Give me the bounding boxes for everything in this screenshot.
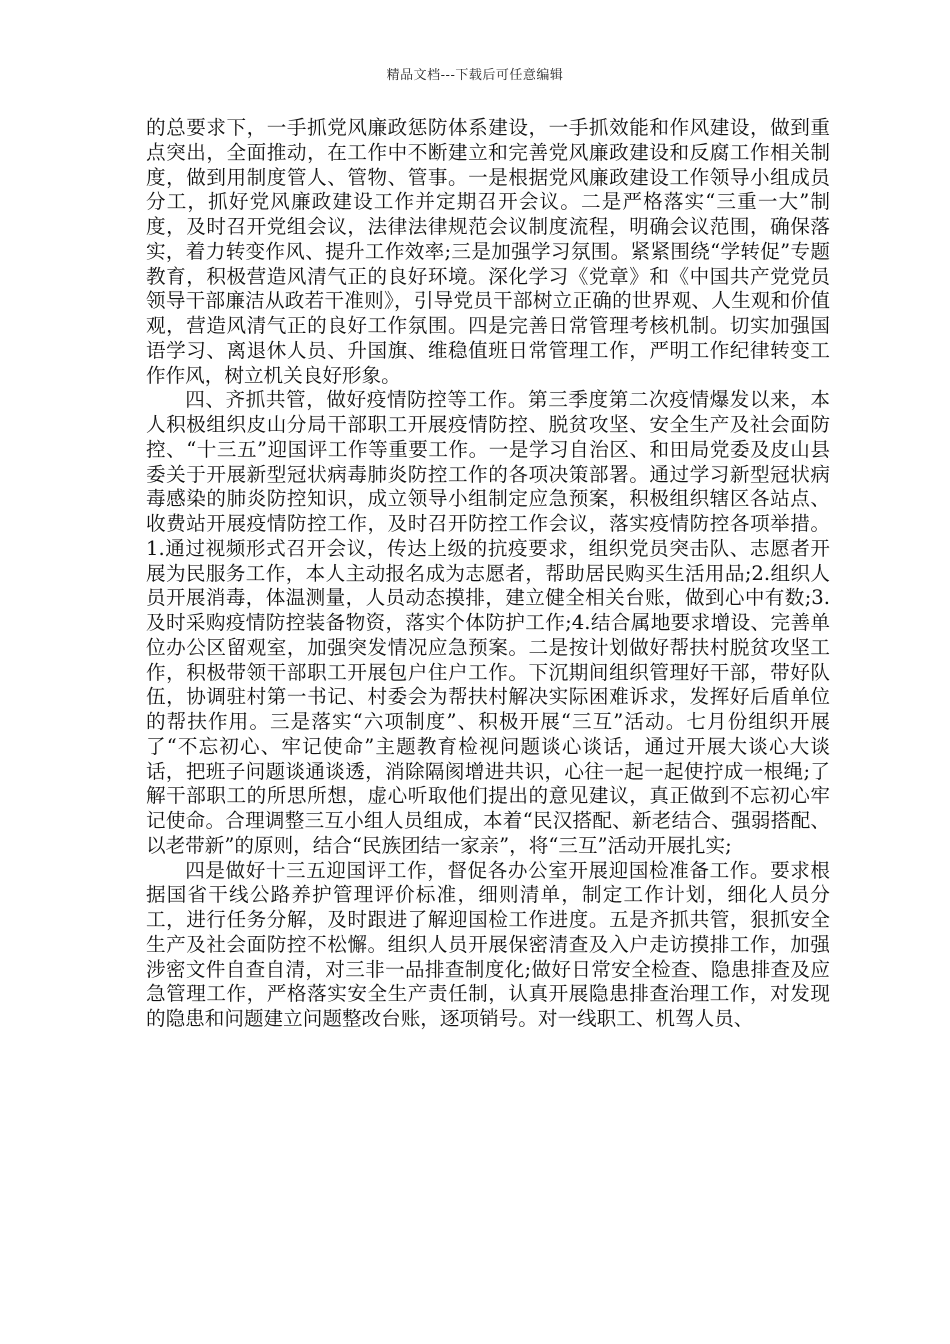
paragraph-epidemic-control: 四、齐抓共管，做好疫情防控等工作。第三季度第二次疫情爆发以来，本人积极组织皮山分局干部职工开展疫情防控、脱贫攻坚、安全生产及社会面防控、“十三五”迎国评工作等重要工作。一是学习自治区、和田局党委及皮山县委关于开展新型冠状病毒肺炎防控工作的各项决策部署。通过学习新型冠状病毒感染的肺炎防控知识，成立领导小组制定应急预案，积极组织辖区各站点、收费站开展疫情防控工作，及时召开防控工作会议，落实疫情防控各项举措。1.通过视频形式召开会议，传达上级的抗疫要求，组织党员突击队、志愿者开展为民服务工作，本人主动报名成为志愿者，帮助居民购买生活用品;2.组织人员开展消毒，体温测量，人员动态摸排，建立健全相关台账，做到心中有数;3.及时采购疫情防控装备物资，落实个体防护工作;4.结合属地要求增设、完善单位办公区留观室，加强突发情况应急预案。二是按计划做好帮扶村脱贫攻坚工作，积极带领干部职工开展包户住户工作。下沉期间组织管理好干部，带好队伍，协调驻村第一书记、村委会为帮扶村解决实际困难诉求，发挥好后盾单位的帮扶作用。三是落实“六项制度”、积极开展“三互”活动。七月份组织开展了“不忘初心、牢记使命”主题教育检视问题谈心谈话，通过开展大谈心大谈话，把班子问题谈通谈透，消除隔阂增进共识，心往一起一起使拧成一根绳;了解干部职工的所思所想，虚心听取他们提出的意见建议，真正做到不忘初心牢记使命。合理调整三互小组人员组成，本着“民汉搭配、新老结合、强弱搭配、以老带新”的原则，结合“民族团结一家亲”，将“三互”活动开展扎实; [146,388,830,857]
paragraph-national-evaluation: 四是做好十三五迎国评工作，督促各办公室开展迎国检准备工作。要求根据国省干线公路养护管理评价标准，细则清单，制定工作计划，细化人员分工，进行任务分解，及时跟进了解迎国检工作进度。五是齐抓共管，狠抓安全生产及社会面防控不松懈。组织人员开展保密清查及入户走访摸排工作，加强涉密文件自查自清，对三非一品排查制度化;做好日常安全检查、隐患排查及应急管理工作，严格落实安全生产责任制，认真开展隐患排查治理工作，对发现的隐患和问题建立问题整改台账，逐项销号。对一线职工、机驾人员、 [146,858,830,1030]
paragraph-party-conduct: 的总要求下，一手抓党风廉政惩防体系建设，一手抓效能和作风建设，做到重点突出，全面推动，在工作中不断建立和完善党风廉政建设和反腐工作相关制度，做到用制度管人、管物、管事。一是根据党风廉政建设工作领导小组成员分工，抓好党风廉政建设工作并定期召开会议。二是严格落实“三重一大”制度，及时召开党组会议，法律法律规范会议制度流程，明确会议范围，确保落实，着力转变作风、提升工作效率;三是加强学习氛围。紧紧围绕“学转促”专题教育，积极营造风清气正的良好环境。深化学习《党章》和《中国共产党党员领导干部廉洁从政若干准则》，引导党员干部树立正确的世界观、人生观和价值观，营造风清气正的良好工作氛围。四是完善日常管理考核机制。切实加强国语学习、离退休人员、升国旗、维稳值班日常管理工作，严明工作纪律转变工作作风，树立机关良好形象。 [146,116,830,387]
document-body [146,116,830,1032]
page-header: 精品文档---下载后可任意编辑 [386,68,564,83]
